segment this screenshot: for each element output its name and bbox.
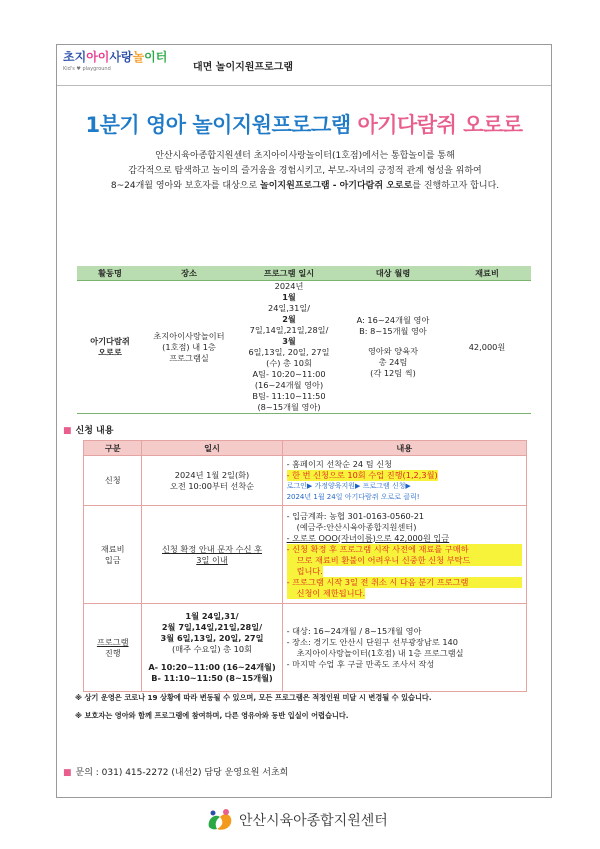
datetime-cell: [142, 506, 282, 604]
target-cell: [343, 281, 443, 414]
cell-line: 3일 이내: [196, 554, 228, 565]
intro-text: 8~24개월 영아와 보호자를 대상으로: [110, 181, 261, 191]
table-header: 일시: [142, 441, 282, 456]
category-cell: [84, 604, 142, 692]
intro-line: [63, 179, 547, 194]
contact-info: [63, 765, 288, 778]
intro-emphasis: 놀이지원프로그램 - 아기다람쥐 오로로: [260, 181, 413, 191]
logo-subtitle: Kid's ♥ playground: [63, 66, 111, 72]
cell-line: 오전 10:00부터 선착순: [169, 480, 255, 491]
cell-line: 3월 6일,13일, 20일, 27일: [160, 633, 264, 643]
cell-line: 영아와 양육자: [367, 346, 419, 356]
cell-line: 2월 7일,14일,21일,28일/: [161, 622, 263, 632]
cell-line: (16~24개월 영아): [254, 380, 324, 390]
table-header: 활동명: [77, 266, 143, 281]
activity-cell: [77, 281, 143, 414]
cell-line: B- 11:10~11:50 (8~15개월): [151, 673, 273, 683]
title-part-2: 아기다람쥐 오로로: [357, 113, 523, 137]
cell-line: (매주 수요일) 총 10회: [172, 644, 252, 654]
highlighted-line: 신청이 제한됩니다.: [287, 588, 365, 599]
bullet-icon: ■: [63, 768, 72, 778]
section-title-text: 신청 내용: [75, 426, 114, 436]
cell-line: 3월: [282, 336, 296, 346]
cell-line: 로그인▶ 가정양육지원▶ 프로그램 신청▶: [286, 481, 411, 490]
table-header: 프로그램 일시: [235, 266, 343, 281]
table-header: 내용: [282, 441, 526, 456]
cell-line: (예금주:안산시육아종합지원센터): [296, 521, 417, 532]
logo: [63, 50, 167, 64]
cell-line: 총 24팀: [378, 357, 408, 367]
notes: [75, 689, 432, 725]
place-cell: [143, 281, 235, 414]
note-line: ※ 상기 운영은 코로나 19 상황에 따라 변동될 수 있으며, 모든 프로그램은 적정인원 미달 시 변경될 수 있습니다.: [75, 693, 432, 702]
highlighted-line: - 신청 확정 후 프로그램 시작 사전에 재료를 구매하: [287, 544, 522, 555]
page-title: [57, 109, 551, 139]
cell-line: 2024년 1월 24일 아기다람쥐 오로로 클릭!: [286, 492, 420, 501]
cell-line: 7일,14일,21일,28일/: [249, 325, 329, 335]
header: [57, 45, 551, 86]
logo-part: 이터: [144, 50, 168, 64]
table-header-row: [77, 266, 531, 281]
table-header: 재료비: [443, 266, 531, 281]
bullet-icon: ■: [63, 426, 72, 436]
cell-line: 입금: [104, 554, 121, 565]
org-name: 안산시육아종합지원센터: [239, 813, 388, 829]
spacer: [343, 337, 443, 346]
cell-line: (1호점) 내 1층: [162, 341, 216, 352]
cell-line: - 대상: 16~24개월 / 8~15개월 영아: [286, 625, 422, 636]
content-cell: [282, 604, 526, 692]
title-part-1: 1분기 영아 놀이지원프로그램: [85, 113, 358, 137]
highlighted-line: - 프로그램 시작 3일 전 취소 시 다음 분기 프로그램: [287, 577, 522, 588]
cell-line: 아기다람쥐: [90, 336, 130, 346]
table-row: [84, 604, 527, 692]
spacer: [146, 655, 277, 662]
document-frame: [56, 44, 552, 829]
cell-line: B: 8~15개월 영아: [359, 326, 427, 336]
table-header: 장소: [143, 266, 235, 281]
cell-line: 재료비: [100, 543, 125, 554]
table-header-row: [84, 441, 527, 456]
cell-line: (각 12팀 씩): [370, 368, 416, 378]
cell-line: - 입금계좌: 농협 301-0163-0560-21: [286, 510, 425, 521]
cell-line: 2월: [282, 314, 296, 324]
cell-line: (수) 총 10회: [266, 358, 312, 368]
table-header: 대상 월령: [343, 266, 443, 281]
cell-line: A- 10:20~11:00 (16~24개월): [148, 662, 276, 672]
cell-line: 1월: [282, 292, 296, 302]
datetime-cell: [142, 604, 282, 692]
logo-part: 아이: [86, 50, 110, 64]
intro-paragraph: [63, 149, 547, 194]
highlighted-line: - 한 번 신청으로 10회 수업 진행(1,2,3월): [286, 469, 438, 480]
cell-line: 오로로: [98, 347, 122, 357]
cell-line: 24일,31일/: [267, 303, 311, 313]
logo-part: 놀: [132, 50, 145, 64]
table-row: [77, 281, 531, 414]
contact-text: 문의 : 031) 415-2272 (내선2) 담당 운영요원 서초희: [75, 768, 289, 778]
application-section-title: [63, 423, 113, 436]
cell-line: A: 16~24개월 영아: [356, 315, 430, 325]
intro-text: 를 진행하고자 합니다.: [412, 181, 500, 191]
header-title: 대면 놀이지원프로그램: [193, 62, 294, 73]
cell-line: - 오로로 OOO(자녀이름)으로 42,000원 입금: [286, 532, 450, 543]
logo-part: 초지: [63, 50, 87, 64]
cell-line: B팀- 11:10~11:50: [252, 391, 326, 401]
datetime-cell: [142, 456, 282, 506]
intro-line: 안산시육아종합지원센터 초지아이사랑놀이터(1호점)에서는 통합놀이를 통해: [155, 151, 455, 161]
highlighted-line: 므로 재료비 환불이 어려우니 신중한 신청 부탁드: [287, 555, 522, 566]
cell-line: 프로그램: [96, 636, 129, 647]
cell-line: 2024년 1월 2일(화): [174, 469, 250, 480]
cell-line: (8~15개월 영아): [257, 402, 321, 412]
schedule-cell: [235, 281, 343, 414]
cell-line: A팀- 10:20~11:00: [252, 369, 326, 379]
table-row: [84, 456, 527, 506]
cell-line: 초지아이사랑놀이터: [153, 330, 225, 341]
cell-line: - 장소: 경기도 안산시 단원구 선부광장남로 140: [286, 636, 458, 647]
content-cell: [282, 506, 526, 604]
cell-line: 신청 확정 안내 문자 수신 후: [162, 543, 263, 554]
program-table: [77, 266, 531, 414]
cell-line: 1월 24일,31/: [185, 611, 239, 621]
cell-line: 2024년: [274, 281, 304, 291]
logo-part: 사랑: [109, 50, 133, 64]
cell-line: 6일,13일, 20일, 27일: [248, 347, 330, 357]
content-cell: [282, 456, 526, 506]
application-table: [83, 440, 527, 692]
cell-line: 프로그램실: [169, 352, 209, 363]
cell-line: - 마지막 수업 후 구글 만족도 조사서 작성: [286, 658, 435, 669]
org-logo-icon: [205, 807, 235, 833]
cell-line: - 홈페이지 선착순 24 팀 신청: [286, 458, 393, 469]
intro-line: 감각적으로 탐색하고 놀이의 즐거움을 경험시키고, 부모-자녀의 긍정적 관계 형성을 위하여: [128, 166, 482, 176]
category-cell: [84, 506, 142, 604]
highlighted-line: 립니다.: [287, 566, 323, 577]
cell-line: 초지아이사랑놀이터(1호점) 내 1층 프로그램실: [296, 647, 464, 658]
cell-line: 진행: [104, 647, 121, 658]
table-row: [84, 506, 527, 604]
category-cell: 신청: [84, 456, 142, 506]
fee-cell: 42,000원: [443, 281, 531, 414]
note-line: ※ 보호자는 영아와 함께 프로그램에 참여하며, 다른 영유아와 동반 입실이 어렵습니다.: [75, 711, 349, 720]
table-header: 구분: [84, 441, 142, 456]
